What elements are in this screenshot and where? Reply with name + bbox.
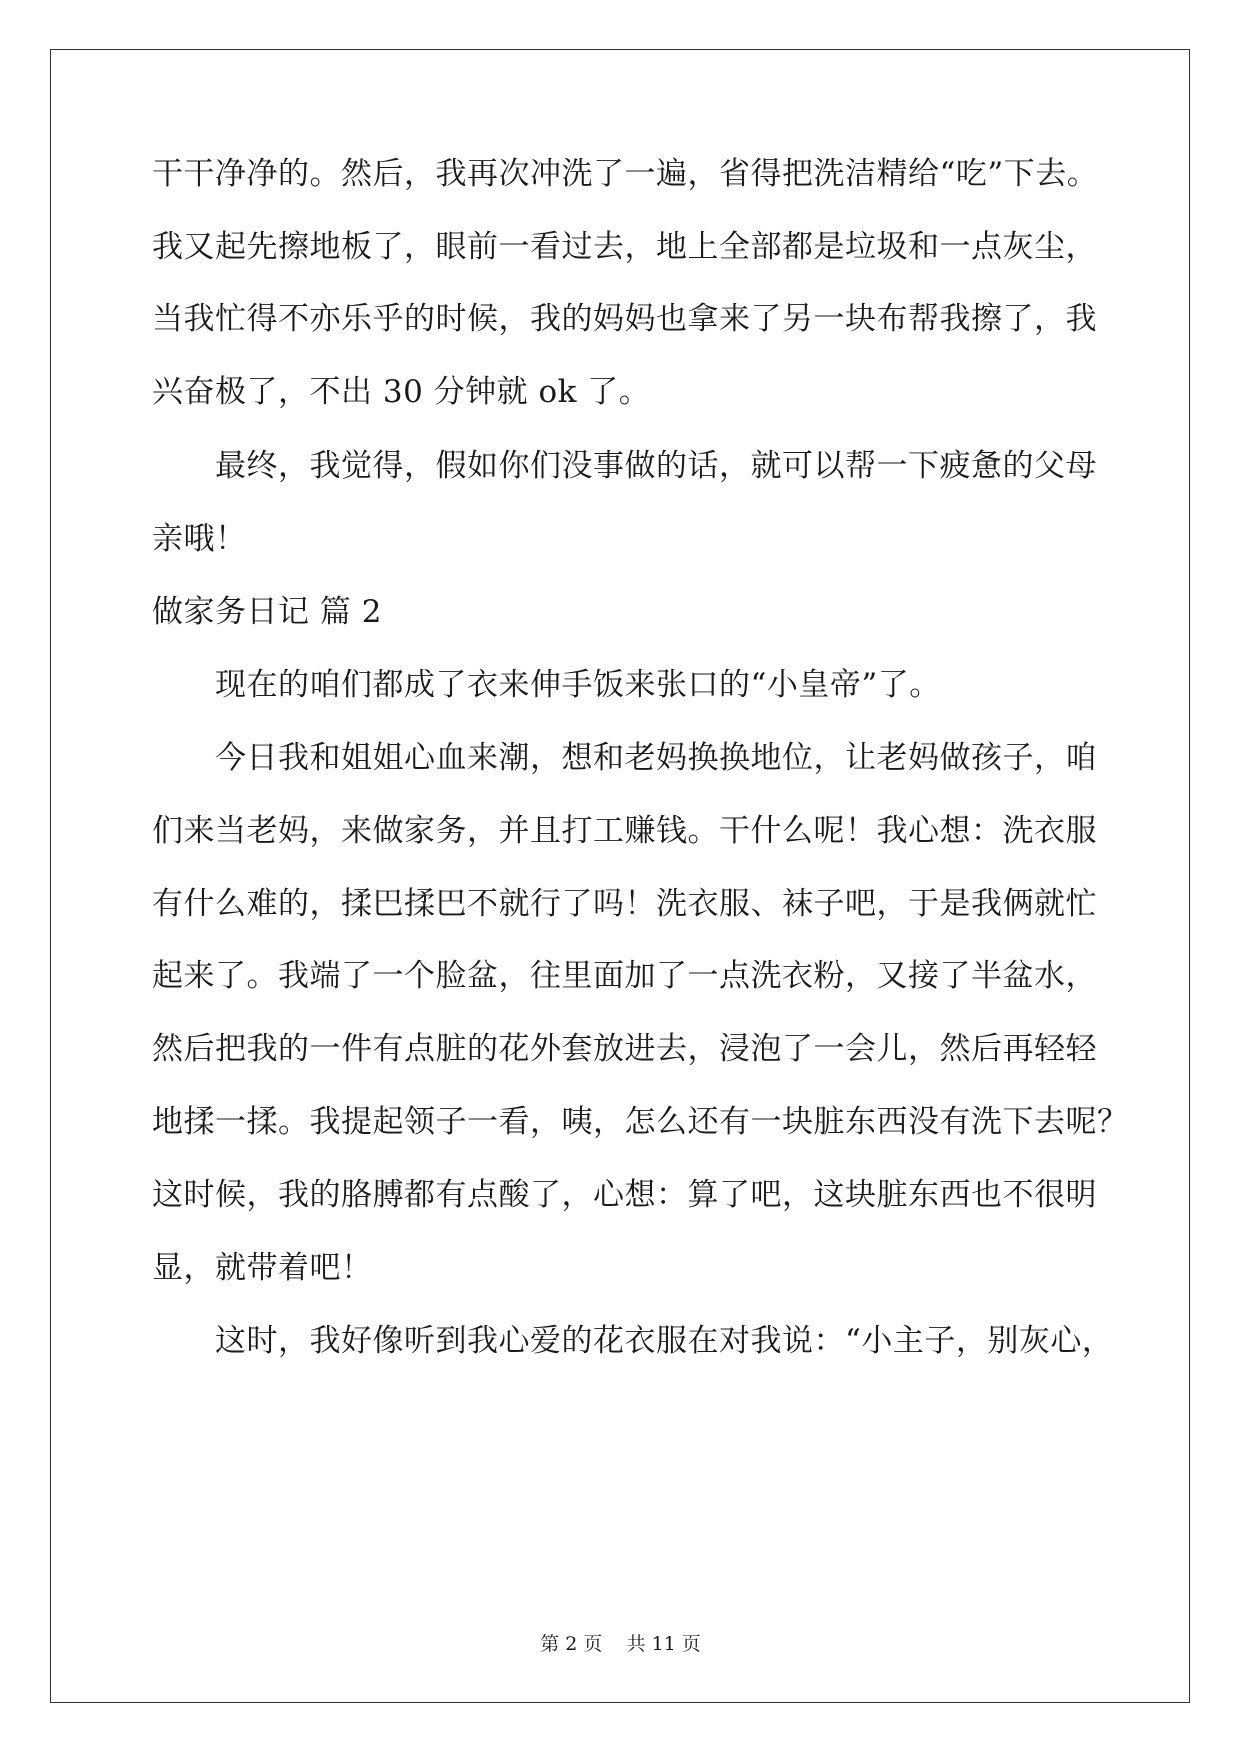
text-line: 然后把我的一件有点脏的花外套放进去，浸泡了一会儿，然后再轻轻 (152, 1031, 1097, 1067)
page-border (50, 49, 1190, 1703)
section-heading: 做家务日记 篇 2 (152, 594, 382, 630)
text-line: 地揉一揉。我提起领子一看，咦，怎么还有一块脏东西没有洗下去呢？ (152, 1104, 1129, 1140)
text-line: 这时候，我的胳膊都有点酸了，心想：算了吧，这块脏东西也不很明 (152, 1177, 1097, 1213)
text-line: 显，就带着吧！ (152, 1250, 373, 1286)
text-line: 兴奋极了，不出 30 分钟就 ok 了。 (152, 374, 651, 410)
text-line: 干干净净的。然后，我再次冲洗了一遍，省得把洗洁精给“吃”下去。 (152, 156, 1099, 192)
paragraph-first-line: 最终，我觉得，假如你们没事做的话，就可以帮一下疲惫的父母 (215, 448, 1097, 484)
text-line: 当我忙得不亦乐乎的时候，我的妈妈也拿来了另一块布帮我擦了，我 (152, 301, 1097, 337)
text-line: 我又起先擦地板了，眼前一看过去，地上全部都是垃圾和一点灰尘， (152, 229, 1097, 265)
paragraph-first-line: 今日我和姐姐心血来潮，想和老妈换换地位，让老妈做孩子，咱 (215, 740, 1097, 776)
text-line: 们来当老妈，来做家务，并且打工赚钱。干什么呢！我心想：洗衣服 (152, 813, 1097, 849)
paragraph-first-line: 现在的咱们都成了衣来伸手饭来张口的“小皇帝”了。 (215, 667, 941, 703)
text-line: 有什么难的，揉巴揉巴不就行了吗！洗衣服、袜子吧，于是我俩就忙 (152, 886, 1097, 922)
page-number-footer: 第 2 页 共 11 页 (540, 1633, 701, 1655)
paragraph-first-line: 这时，我好像听到我心爱的花衣服在对我说：“小主子，别灰心， (215, 1323, 1114, 1359)
text-line: 亲哦！ (152, 521, 247, 557)
text-line: 起来了。我端了一个脸盆，往里面加了一点洗衣粉，又接了半盆水， (152, 958, 1097, 994)
